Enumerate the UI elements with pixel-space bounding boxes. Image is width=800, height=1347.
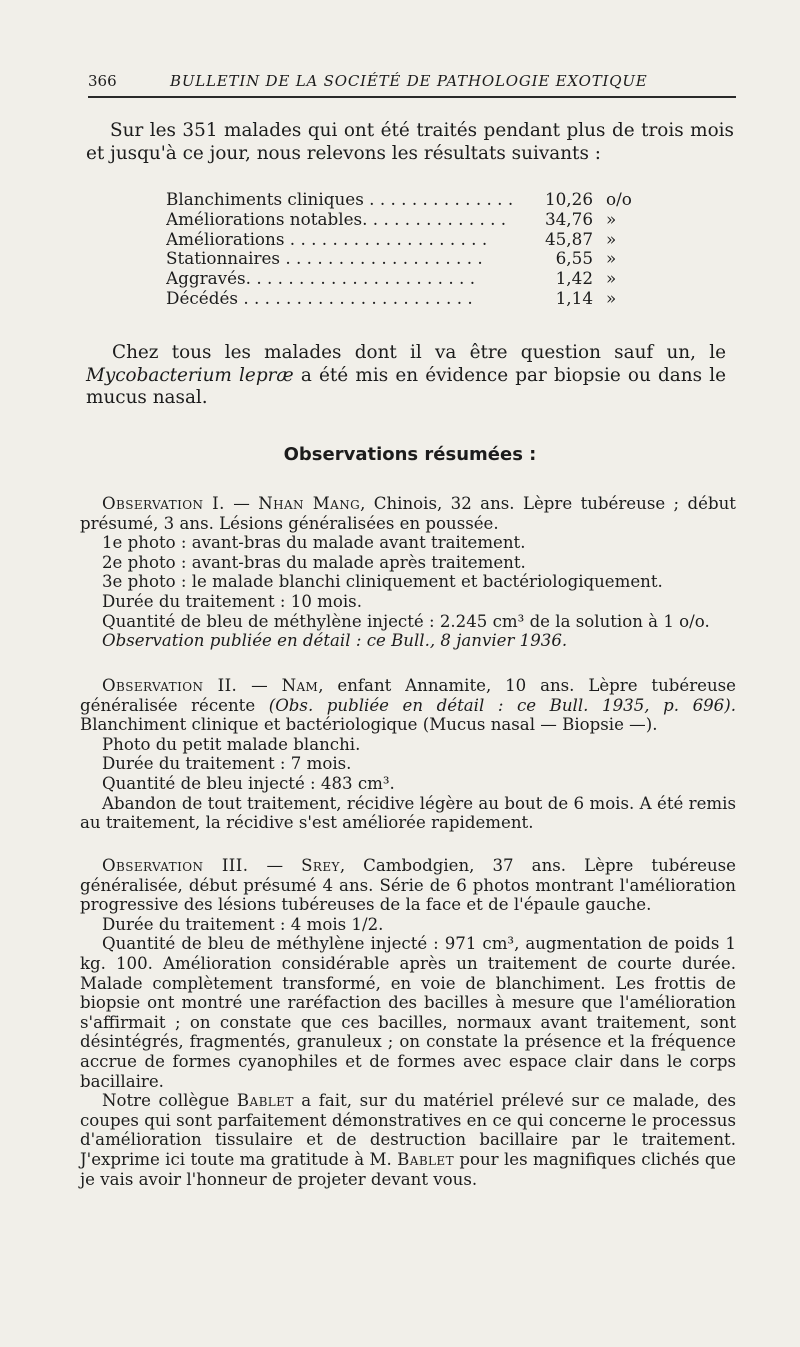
result-unit: » [606,228,617,249]
obs2-patient: Nam [281,676,319,695]
result-unit: » [606,268,617,289]
obs3-colleague-name: Bablet [236,1091,294,1111]
observation-2 [80,676,736,833]
header-rule [88,96,736,98]
obs3-intro-text: , Cambodgien, 37 ans. Lèpre tubéreuse généralisée, début présumé 4 ans. Série de 6 photos montrant l'amélioration progressive des lésions tubéreuses de la face et de l'épaule gauche. [80,856,736,915]
intro-paragraph: Sur les 351 malades qui ont été traités pendant plus de trois mois et jusqu'à ce jour, nous relevons les résultats suivants : [86,120,734,164]
result-row [166,230,666,250]
obs2-abandon: Abandon de tout traitement, récidive légère au bout de 6 mois. A été remis au traitement, la récidive s'est améliorée rapidement. [80,793,736,833]
result-label: Aggravés. . . . . . . . . . . . . . . . . . . . . . [166,269,476,289]
mycobacterium-paragraph [86,342,726,410]
obs3-colleague-name: Bablet [397,1149,454,1169]
result-row [166,249,666,269]
obs1-publication: Observation publiée en détail : ce Bull., 8 janvier 1936. [102,631,568,651]
obs2-intro-text: , enfant Annamite, 10 ans. Lèpre tubéreuse généralisée récente [80,676,736,715]
obs2-label: Observation II. [102,676,238,695]
result-label: Améliorations notables. . . . . . . . . . . . . . [166,209,507,229]
obs1-line: Quantité de bleu de méthylène injecté : 2.245 cm³ de la solution à 1 o/o. [102,611,710,631]
obs1-line: 2e photo : avant-bras du malade après traitement. [102,552,526,572]
results-table [166,190,666,309]
species-name: Mycobacterium lepræ [86,364,294,386]
obs1-line: 1e photo : avant-bras du malade avant traitement. [102,533,526,553]
result-value: 6,55 [555,248,593,269]
obs3-note-c: pour les magnifiques clichés que je vais avoir l'honneur de projeter devant vous. [80,1149,737,1189]
obs2-text2: Blanchiment clinique et bactériologique (Mucus nasal — Biopsie —). [80,715,658,735]
result-value: 1,14 [555,287,593,308]
observation-3 [80,856,736,1189]
result-value: 1,42 [555,268,593,289]
result-unit: » [606,248,617,269]
result-value: 10,26 [544,189,593,209]
journal-title: BULLETIN DE LA SOCIÉTÉ DE PATHOLOGIE EXOTIQUE [170,72,648,90]
obs2-line: Durée du traitement : 7 mois. [102,754,352,774]
obs3-quantity: Quantité de bleu de méthylène injecté : 971 cm³, augmentation de poids 1 kg. 100. Amélioration considérable après un traitement de courte durée. Malade complètement transformé, en voie de blanchiment. Les frottis de biopsie ont montré une raréfaction des bacilles à mesure que l'amélioration s'affirmait ; on constate que ces bacilles, normaux avant traitement, sont désintégrés, fragmentés, granuleux ; on constate la présence et la fréquence accrue de formes cyanophiles et de formes avec espace clair dans le corps bacillaire. [80,934,736,1091]
obs2-line: Photo du petit malade blanchi. [102,734,361,754]
obs3-label: Observation III. [102,856,249,875]
obs2-line: Quantité de bleu injecté : 483 cm³. [102,773,395,793]
result-row [166,269,666,289]
result-unit: o/o [606,189,632,209]
obs1-patient: Nhan Mang [258,494,361,513]
observation-1 [80,494,736,651]
obs1-label: Observation I. [102,494,225,513]
result-value: 34,76 [544,208,593,229]
obs1-intro-text: , Chinois, 32 ans. Lèpre tubéreuse ; début présumé, 3 ans. Lésions généralisées en poussée. [80,494,736,533]
chez-text-after: a été mis en évidence par biopsie ou dans le mucus nasal. [86,364,726,408]
obs1-line: Durée du traitement : 10 mois. [102,591,362,611]
obs3-dash: — [248,856,302,875]
result-row [166,190,666,210]
result-label: Blanchiments cliniques . . . . . . . . . . . . . . [166,190,514,209]
result-unit: » [606,287,617,308]
result-value: 45,87 [544,228,593,249]
result-row [166,210,666,230]
result-row [166,289,666,309]
result-label: Améliorations . . . . . . . . . . . . . . . . . . . [166,229,488,249]
obs3-duration: Durée du traitement : 4 mois 1/2. [102,914,384,934]
section-title: Observations résumées : [283,444,537,465]
chez-text-before: Chez tous les malades dont il va être question sauf un, le [112,342,726,363]
obs1-dash: — [224,494,259,513]
result-label: Stationnaires . . . . . . . . . . . . . . . . . . . [166,249,483,269]
obs1-line: 3e photo : le malade blanchi cliniquement et bactériologiquement. [102,572,663,592]
obs3-patient: Srey [301,856,340,875]
running-header [88,72,738,94]
result-label: Décédés . . . . . . . . . . . . . . . . . . . . . . [166,288,473,308]
obs3-note-a: Notre collègue [102,1091,237,1111]
obs3-note-b: a fait, sur du matériel prélevé sur ce malade, des coupes qui sont parfaitement démonstratives en ce qui concerne le processus d'amélioration tissulaire et de destruction bacillaire par le traitement. J'exprime ici toute ma gratitude à M. [80,1091,736,1169]
result-unit: » [606,208,617,229]
obs1-intro [80,494,736,533]
obs3-bablet-note [80,1091,736,1189]
obs3-intro [80,856,736,915]
obs2-intro [80,676,736,735]
page-number: 366 [88,72,117,90]
obs2-reference: (Obs. publiée en détail : ce Bull. 1935, p. 696). [268,695,736,715]
obs2-dash: — [237,676,282,695]
